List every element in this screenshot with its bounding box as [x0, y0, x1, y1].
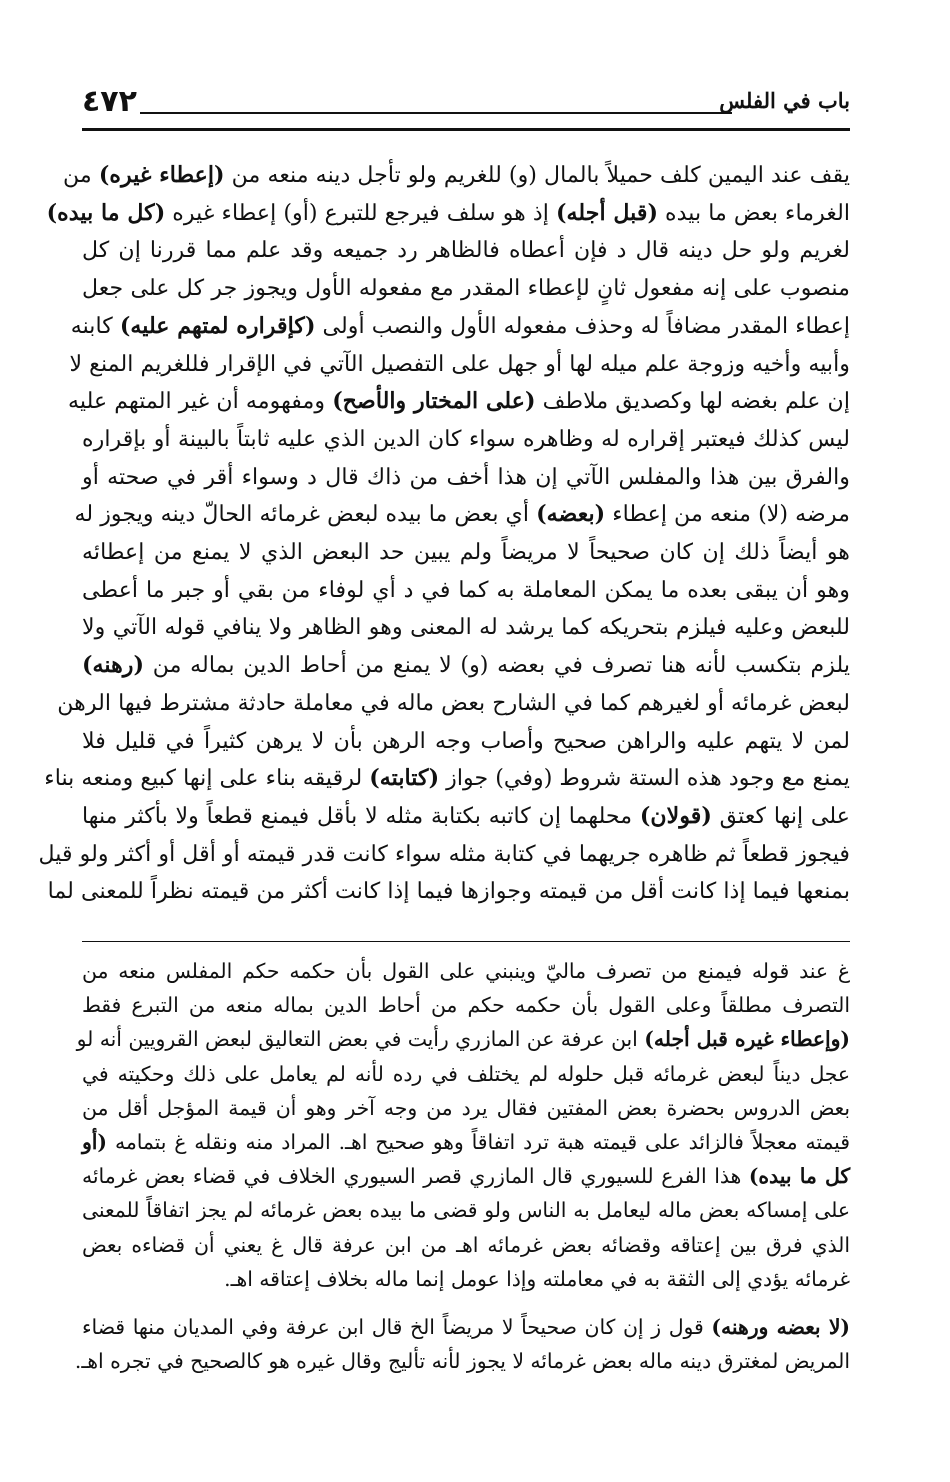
text-line: الغرماء بعض ما بيده (قبل أجله) إذ هو سلف فيرجع للتبرع (أو) إعطاء غيره (كل ما بيده) [46, 199, 850, 226]
text-line: إن علم بغضه لها وكصديق ملاطف (على المختار والأصح) ومفهومه أن غير المتهم عليه [68, 388, 850, 415]
footnotes [74, 954, 851, 1378]
book-page [38, 78, 851, 1379]
main-text-body [38, 157, 850, 911]
text-line: التصرف مطلقاً وعلى القول بأن حكمه حكم من أحاط الدين بماله منعه من التبرع فقط [82, 993, 850, 1018]
text-line: الذي فرق بين إعتاقه وقضائه بعض غرمائه اهـ من ابن عرفة قال غ يعني أن قضاءه بعض [82, 1232, 850, 1257]
text-line: بعض الدروس بحضرة بعض المفتين فقال يرد من وجه آخر وهو أن قيمة المؤجل أقل من [82, 1095, 850, 1120]
header-rule [140, 112, 732, 114]
text-line: إعطاء المقدر مضافاً له وحذف مفعوله الأول والنصب أولى (كإقراره لمتهم عليه) كابنه [70, 312, 850, 339]
text-line: على إنها كعتق (قولان) محلهما إن كاتبه بكتابة مثله لا بأقل فيمنع قطعاً ولا بأكثر منها [82, 802, 850, 829]
text-line: فيجوز قطعاً ثم ظاهره جريهما في كتابة مثله سواء كانت قدر قيمته أو أقل أو أكثر ولو قيل [38, 840, 850, 867]
text-line: والفرق بين هذا والمفلس الآتي إن هذا أخف من ذاك قال د وسواء أقر في صحته أو [82, 463, 850, 490]
text-line: لغريم ولو حل دينه قال د فإن أعطاه فالظاهر رد جميعه وقد علم مما قررنا إن كل [82, 237, 850, 264]
text-line: (لا بعضه ورهنه) قول ز إن كان صحيحاً لا مريضاً الخ قال ابن عرفة وفي المديان منها قضاء [82, 1315, 850, 1340]
footnote-paragraph-2 [74, 1310, 850, 1378]
text-line: ليس كذلك فيعتبر إقراره له وظاهره سواء كان الدين الذي عليه ثابتاً بالبينة أو بإقراره [82, 425, 850, 452]
text-line: غرمائه يؤدي إلى الثقة به في معاملته وإذا عومل إنما ماله بخلاف إعتاقه اهـ. [224, 1266, 850, 1291]
page-header [82, 78, 850, 131]
text-line: غ عند قوله فيمنع من تصرف ماليّ وينبني على القول بأن حكمه حكم المفلس منعه من [82, 959, 850, 984]
text-line: قيمته معجلاً فالزائد على قيمته هبة ترد اتفاقاً وهو صحيح اهـ. المراد منه ونقله غ بتمامه (أو [82, 1130, 850, 1155]
text-line: هو أيضاً ذلك إن كان صحيحاً لا مريضاً ولم يبين حد البعض الذي لا يمنع من إعطائه [82, 539, 850, 566]
text-line: (وإعطاء غيره قبل أجله) ابن عرفة عن المازري رأيت في بعض التعاليق لبعض القرويين أنه لو [76, 1027, 850, 1052]
text-line: بمنعها فيما إذا كانت أقل من قيمته وجوازها فيما إذا كانت أكثر من قيمته نظراً للمعنى لما [47, 878, 850, 905]
text-line: المريض لمغترق دينه ماله بعض غرمائه لا يجوز لأنه تأليج وقال غيره هو كالصحيح في تجره اهـ. [74, 1349, 850, 1374]
text-line: على إمساكه بعض ماله ليعامل به الناس ولو قضى ما بيده بعض غرمائه لم يجز اتفاقاً للمعنى [82, 1198, 850, 1223]
text-line: كل ما بيده) هذا الفرع للسيوري قال المازري قصر السيوري الخلاف في قضاء بعض غرمائه [82, 1164, 851, 1189]
text-line: للبعض وعليه فيلزم بتحريكه كما يرشد له المعنى وهو الظاهر ولا ينافي قوله الآتي ولا [82, 614, 850, 641]
running-title: باب في الفلس [719, 88, 850, 113]
text-line: لمن لا يتهم عليه والراهن صحيح وأصاب وجه الرهن بأن لا يرهن كثيراً في قليل فلا [82, 727, 850, 754]
text-line: وهو أن يبقى بعده ما يمكن المعاملة به كما في د أي لوفاء من بقي أو جبر ما أعطى [82, 576, 850, 603]
text-line: وأبيه وأخيه وزوجة علم ميله لها أو جهل على التفصيل الآتي في الإقرار فللغريم المنع لا [69, 350, 850, 377]
text-line: لبعض غرمائه أو لغيرهم كما في الشارح بعض ماله في معاملة حادثة مشترط فيها الرهن [57, 689, 850, 716]
text-line: مرضه (لا) منعه من إعطاء (بعضه) أي بعض ما بيده لبعض غرمائه الحالّ دينه ويجوز له [74, 501, 850, 528]
footnote-separator [82, 941, 850, 942]
text-line: يقف عند اليمين كلف حميلاً بالمال (و) للغريم ولو تأجل دينه منعه من (إعطاء غيره) من [63, 162, 850, 188]
text-line: يمنع مع وجود هذه الستة شروط (وفي) جواز (كتابته) لرقيقه بناء على إنها كبيع ومنعه بناء [44, 765, 850, 792]
text-line: منصوب على إنه مفعول ثانٍ لإعطاء المقدر مع مفعوله الأول ويجوز جر كل على جعل [82, 275, 850, 302]
page-number: ٤٧٢ [82, 84, 137, 119]
text-line: يلزم بتكسب لأنه هنا تصرف في بعضه (و) لا يمنع من أحاط الدين بماله من (رهنه) [82, 652, 850, 679]
footnote-paragraph-1 [76, 954, 851, 1296]
text-line: عجل ديناً لبعض غرمائه قبل حلوله لم يختلف في رده لأنه لم يعامل على ذلك وحكيته في [82, 1061, 850, 1086]
